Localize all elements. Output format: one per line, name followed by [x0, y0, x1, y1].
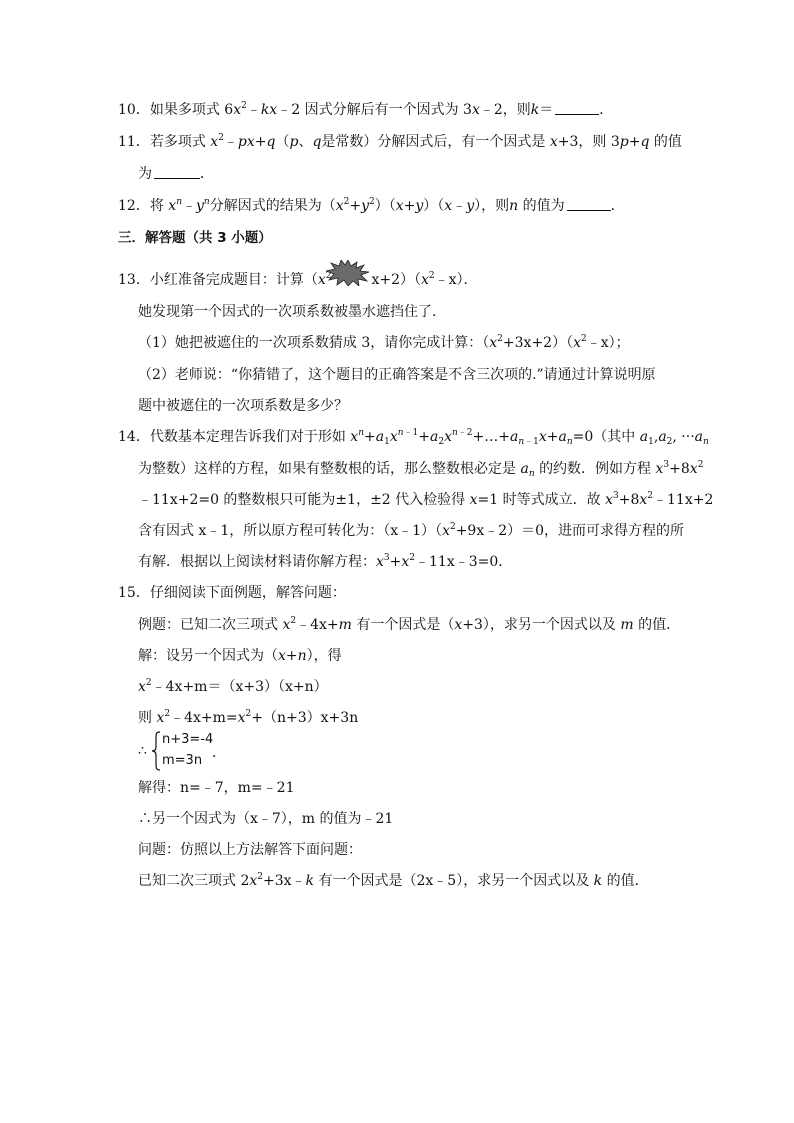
- problem-12: 12．将 $x^n﹣y^n$分解因式的结果为$(x^2+y^2)(x+y)(x﹣y)$，则n 的值为 ．: [118, 197, 625, 214]
- system-period: ．: [212, 745, 226, 761]
- left-brace: [151, 731, 161, 771]
- question-statement: 已知二次三项式 $2x^2+3x﹣k$ 有一个因式是（2x﹣5），求另一个因式以及 k 的值．: [138, 872, 649, 889]
- equation-1: n+3=-4: [162, 732, 214, 747]
- problem-14: 14．代数基本定理告诉我们对于形如 $x^n+a_1x^{n﹣1}+a_2x^{n﹣2}+\dots+a_{n﹣1}x+a_n=0$（其中 $a_1,a_2$, $\cdot\cdot\cdot a_n$: [118, 428, 709, 447]
- problem-11: 11．若多项式 $x^2﹣px+q(p$、q是常数）分解因式后，有一个因式是 x+3，则 3p+q 的值: [118, 133, 682, 150]
- problem-13: 13．小红准备完成题目：计算（$x^2$ $x+2)(x^2﹣x)$．: [118, 271, 478, 288]
- answer-blank: [567, 197, 611, 211]
- problem-14-line2: 为整数）这样的方程，如果有整数根的话，那么整数根必定是 $a_n$ 的约数．例如方程 $x^3+8x^2$: [138, 460, 704, 479]
- problem-15: 15．仔细阅读下面例题，解答问题：: [118, 585, 346, 601]
- question-intro: 问题：仿照以上方法解答下面问题：: [138, 842, 362, 858]
- problem-13-line2: 她发现第一个因式的一次项系数被墨水遮挡住了．: [138, 304, 446, 320]
- problem-11-cont: 为 ．: [138, 166, 214, 182]
- solution-step-1: 解：设另一个因式为（x+n），得: [138, 648, 342, 664]
- problem-14-line4: 含有因式 x﹣1，所以原方程可转化为：$(x﹣1)(x^2+9x﹣2)=0$，进而可求得方程的所: [138, 522, 685, 539]
- problem-10: 10．如果多项式 $6x^2﹣kx﹣2$ 因式分解后有一个因式为 3x﹣2，则k＝ ．: [118, 101, 614, 118]
- problem-14-line5: 有解．根据以上阅读材料请你解方程：$x^3+x^2﹣11x﹣3=0$．: [138, 553, 513, 570]
- solution-step-2: $x^2﹣4x+m=(x+3)(x+n)$: [138, 678, 328, 695]
- problem-13-part2: （2）老师说：“你猜错了，这个题目的正确答案是不含三次项的.”请通过计算说明原: [138, 367, 656, 383]
- problem-14-line3: ﹣11x+2=0 的整数根只可能为±1，±2 代入检验得 x=1 时等式成立．故 $x^3+8x^2﹣11x+2$: [138, 491, 714, 508]
- solution-step-3: 则 $x^2﹣4x+m=x^2+(n+3)x+3n$: [138, 709, 359, 726]
- answer-blank: [154, 165, 200, 179]
- problem-13-part1: （1）她把被遮住的一次项系数猜成 3，请你完成计算：$(x^2+3x+2)(x^2﹣x)$；: [138, 334, 630, 351]
- equation-2: m=3n: [162, 753, 203, 768]
- therefore-symbol: ∴: [138, 743, 147, 759]
- problem-13-part2-cont: 题中被遮住的一次项系数是多少？: [138, 398, 348, 414]
- solution-result-2: ∴另一个因式为（x﹣7），m 的值为﹣21: [138, 811, 394, 827]
- solution-result-1: 解得：n=﹣7，m=﹣21: [138, 780, 295, 796]
- section-heading: 三．解答题（共 3 小题）: [118, 230, 272, 246]
- ink-blot-icon: [326, 260, 370, 286]
- example-statement: 例题：已知二次三项式 $x^2﹣4x+m$ 有一个因式是（x+3），求另一个因式以及 m 的值．: [138, 616, 681, 633]
- answer-blank: [555, 101, 599, 115]
